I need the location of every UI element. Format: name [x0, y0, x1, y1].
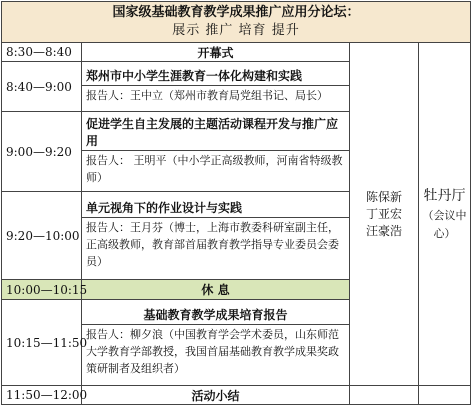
session-topic: 单元视角下的作业设计与实践 [82, 200, 349, 218]
session-cell [82, 62, 350, 112]
session-speaker: 报告人： 王明平（中小学正高级教师，河南省特级教师） [86, 153, 343, 184]
empty-cell [350, 386, 419, 405]
table-row [2, 386, 471, 405]
time-cell: 8:40—9:00 [2, 62, 82, 112]
session-topic: 基础教育教学成果培育报告 [82, 307, 349, 325]
table-row [2, 43, 471, 62]
host-name: 陈保新 [365, 189, 402, 204]
session-cell [82, 192, 350, 280]
time-cell: 11:50—12:00 [2, 386, 82, 405]
session-title: 开幕式 [82, 43, 350, 62]
time-cell: 10:00—10:15 [2, 280, 82, 300]
time-cell: 8:30—8:40 [2, 43, 82, 62]
forum-title: 国家级基础教育教学成果推广应用分论坛： [112, 5, 360, 20]
session-title: 活动小结 [82, 386, 350, 405]
session-speaker: 报告人：王月芬（博士，上海市教委科研室副主任，正高级教师，教育部首届教育教学指导专业委员会委员） [86, 220, 339, 268]
time-cell: 10:15—11:50 [2, 300, 82, 386]
schedule [1, 1, 470, 411]
host-cell [350, 43, 419, 386]
time-cell: 9:20—10:00 [2, 192, 82, 280]
forum-subtitle: 展示 推广 培育 提升 [172, 23, 300, 38]
session-topic: 促进学生自主发展的主题活动课程开发与推广应用 [82, 116, 349, 151]
host-name: 丁亚宏 [365, 206, 402, 221]
time-cell: 9:00—9:20 [2, 112, 82, 192]
header-row [2, 2, 471, 43]
venue-name: 牡丹厅 [423, 188, 466, 204]
session-speaker: 报告人：王中立（郑州市教育局党组书记、局长） [86, 88, 328, 102]
venue-cell [419, 43, 471, 386]
session-cell [82, 112, 350, 192]
session-speaker: 报告人：柳夕浪（中国教育学会学术委员，山东师范大学教育学部教授，我国首届基础教育教学成果奖政策研制者及组织者） [86, 327, 339, 375]
session-topic: 郑州市中小学生涯教育一体化构建和实践 [82, 68, 349, 86]
host-name: 汪豪浩 [365, 223, 402, 238]
venue-sub: （会议中心） [422, 209, 467, 240]
session-cell [82, 300, 350, 386]
schedule-header [2, 2, 471, 43]
empty-cell [419, 386, 471, 405]
schedule-table [1, 1, 471, 405]
session-title: 休 息 [82, 280, 350, 300]
